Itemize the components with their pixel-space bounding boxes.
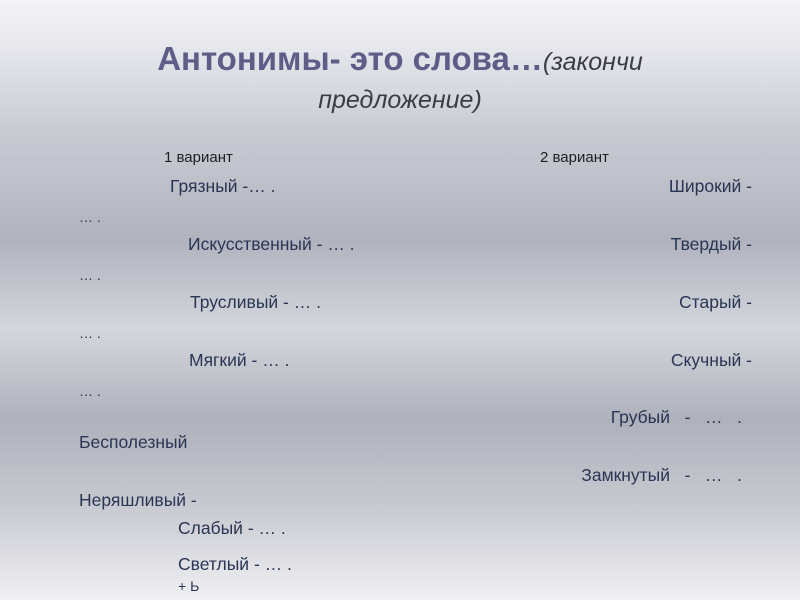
right-item-6: Замкнутый - … . bbox=[581, 465, 742, 485]
left-item-6: Неряшливый - bbox=[79, 490, 197, 510]
right-item-3: Старый - bbox=[679, 292, 752, 312]
continuation-4: … . bbox=[79, 383, 101, 399]
left-item-3: Трусливый - … . bbox=[190, 292, 321, 312]
title-paren: (закончи bbox=[542, 48, 643, 76]
slide-title bbox=[0, 40, 800, 78]
right-item-4: Скучный - bbox=[670, 350, 752, 370]
right-column-header: 2 вариант bbox=[540, 149, 609, 166]
right-item-2: Твердый - bbox=[670, 234, 752, 254]
title-line2: предложение) bbox=[318, 86, 482, 114]
right-item-1: Широкий - bbox=[668, 176, 752, 196]
continuation-1: … . bbox=[79, 209, 101, 225]
left-item-1: Грязный -… . bbox=[170, 176, 276, 196]
left-item-8: Светлый - … . bbox=[178, 554, 292, 574]
left-item-2: Искусственный - … . bbox=[188, 234, 355, 254]
right-item-5: Грубый - … . bbox=[610, 407, 742, 427]
continuation-3: … . bbox=[79, 325, 101, 341]
continuation-2: … . bbox=[79, 267, 101, 283]
left-item-4: Мягкий - … . bbox=[189, 350, 290, 370]
title-main: Антонимы- это слова… bbox=[157, 40, 543, 77]
left-item-9: + Ь bbox=[178, 578, 200, 594]
left-column-header: 1 вариант bbox=[164, 149, 233, 166]
left-item-5: Бесполезный bbox=[79, 432, 188, 452]
left-item-7: Слабый - … . bbox=[178, 518, 286, 538]
